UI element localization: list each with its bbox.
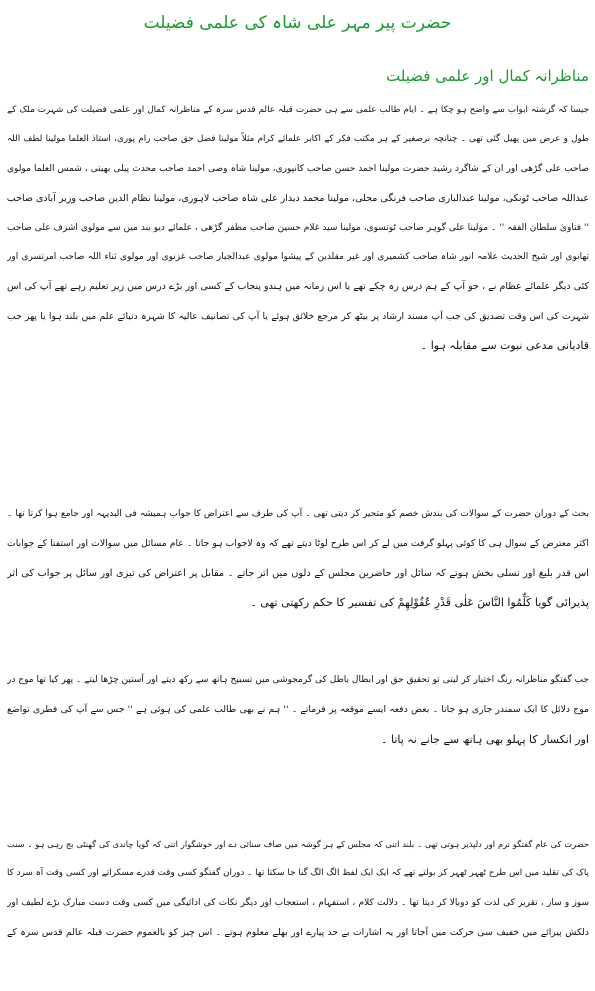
paragraph-1 — [7, 96, 589, 361]
text-line: بحث کے دوران حضرت کے سوالات کی بندش خصم کو متحیر کر دیتی تھی ۔ آپ کی طرف سے اعتراض کا جواب ہمیشہ فی البدیہہ اور جامع ہوا کرتا تھا ۔ — [7, 509, 589, 519]
text-line: موج دلائل کا ایک سمندر جاری ہو جاتا ۔ بعض دفعہ ایسے موقعہ پر فرماتے ۔ '' ہم نے بھی طالب علمی کی ہوئی ہے '' جس سے آپ کی فطری تواضع — [7, 704, 589, 716]
text-line: پاک کی تقلید میں اس طرح ٹھہر ٹھہر کر بولتے تھے کہ ایک ایک لفظ الگ الگ گنا جا سکتا تھا ۔ دوران گفتگو کسی وقت قدرے مسکراتے اور کسی وقت آہ سرد کا — [7, 868, 589, 879]
text-line: جب گفتگو مناظرانہ رنگ اختیار کر لیتی تو تحقیق حق اور ابطال باطل کی گرمجوشی میں تسبیح ہاتھ سے رکھ دیتے اور آستین چڑھا لیتے ۔ پھر کیا تھا موج در — [7, 675, 589, 685]
text-line: جیسا کہ گزشتہ ابواب سے واضح ہو چکا ہے ۔ ایام طالب علمی سے ہی حضرت قبلہ عالم قدس سرہ کے مناظرانہ کمال اور علمی فضیلت کی شہرت ملک کے — [7, 105, 589, 115]
text-line: '' فتاویٰ سلطان الفقہ '' ۔ مولینا علی گوہر صاحب ٹونسوی، مولینا سید غلام حسین صاحب مظفر گڑھی ، علمائے دیو بند میں سے مولوی اشرف علی صاحب — [7, 222, 589, 233]
text-line: سوز و ساز ، تقریر کی لذت کو دوبالا کر دیتا تھا ۔ دلالت کلام ، استفہام ، استعجاب اور دیگر نکات کی ادائیگی میں کسی وقت دست مبارک بڑے لطیف اور — [7, 897, 589, 908]
paragraph-3 — [7, 666, 589, 754]
text-line: اس قدر بلیغ اور تسلی بخش ہوتے کہ سائل اور حاضرین مجلس کے دلوں میں اتر جاتے ۔ مقابل پر اعتراض کی تیزی اور سائل پر جواب کی اثر — [7, 567, 589, 579]
text-line: طول و عرض میں پھیل گئی تھی ۔ چنانچہ برصغیر کے ہر مکتب فکر کے اکابر علمائے کرام مثلاً مولینا فضل حق صاحب رام پوری، استاذ العلما مولینا لطف اللہ — [7, 134, 589, 145]
text-line: دلکش پیرائے میں خفیف سی حرکت میں آجاتا اور یہ اشارات بے حد پیارے اور بھلے معلوم ہوتے ۔ اس چیز کو بالعموم حضرت قبلہ عالم قدس سرہ کے — [7, 927, 589, 939]
paragraph-2 — [7, 500, 589, 618]
text-line: صاحب علی گڑھی اور ان کے شاگرد رشید حضرت مولینا احمد حسن صاحب کانپوری، مولینا شاہ وصی احمد صاحب محدث پیلی بھیتی ، شمس العلما مولوی — [7, 163, 589, 174]
text-line: کئی دیگر علمائے عظام نے ، جو آپ کے ہم درس رہ چکے تھے یا اس زمانہ میں ہندو پنجاب کے کسی اور بڑے درس میں زیر تعلیم رہے تھے آپ کی اس — [7, 281, 589, 293]
text-line: تھانوی اور شیخ الحدیث علامہ انور شاہ صاحب کشمیری اور غیر مقلدین کے پیشوا مولوی عبدالجبار صاحب غزنوی اور مولوی ثناء اللہ صاحب امرتسری اور — [7, 252, 589, 263]
page-title: حضرت پیر مہر علی شاہ کی علمی فضیلت — [143, 13, 452, 33]
text-line: شہرت کی اس وقت تصدیق کی جب آپ مسند ارشاد پر بیٹھ کر مرجع خلائق ہوئے یا آپ کی تصانیف عالیہ کا شہرہ دنیائے علم میں بلند ہوا یا پھر جب — [7, 310, 589, 322]
text-line: قادیانی مدعی نبوت سے مقابلہ ہوا ۔ — [420, 339, 589, 353]
paragraph-4 — [7, 830, 589, 948]
text-line: پذیرائی گویا کَلِّمُوا النَّاسَ عَلٰی قَدْرِ عُقُوْلِھِمْ کی تفسیر کا حکم رکھتی تھی ۔ — [250, 596, 589, 610]
section-heading: مناظرانہ کمال اور علمی فضیلت — [386, 67, 589, 85]
text-line: عبداللہ صاحب ٹونکی، مولینا عبدالباری صاحب فرنگی محلی، مولینا محمد دیدار علی شاہ صاحب لاہوری، مولینا نظام الدین صاحب وزیر آبادی صاحب — [7, 193, 589, 205]
text-line: اور انکسار کا پہلو بھی ہاتھ سے جانے نہ پاتا ۔ — [381, 732, 589, 746]
text-line: حضرت کی عام گفتگو نرم اور دلپذیر ہوتی تھی ۔ بلند اتنی کہ مجلس کے ہر گوشہ میں صاف سنائی دے اور خوشگوار اتنی کہ گویا چاندی کی گھنٹی بج رہی ہو ۔ سنت — [7, 839, 589, 849]
text-line: اکثر معترض کے سوال ہی کا کوئی پہلو گرفت میں لے کر اس طرح لوٹا دیتے تھے کہ وہ لاجواب ہو جاتا ۔ عام مسائل میں سوالات اور استفتا کے جوابات — [7, 538, 589, 550]
